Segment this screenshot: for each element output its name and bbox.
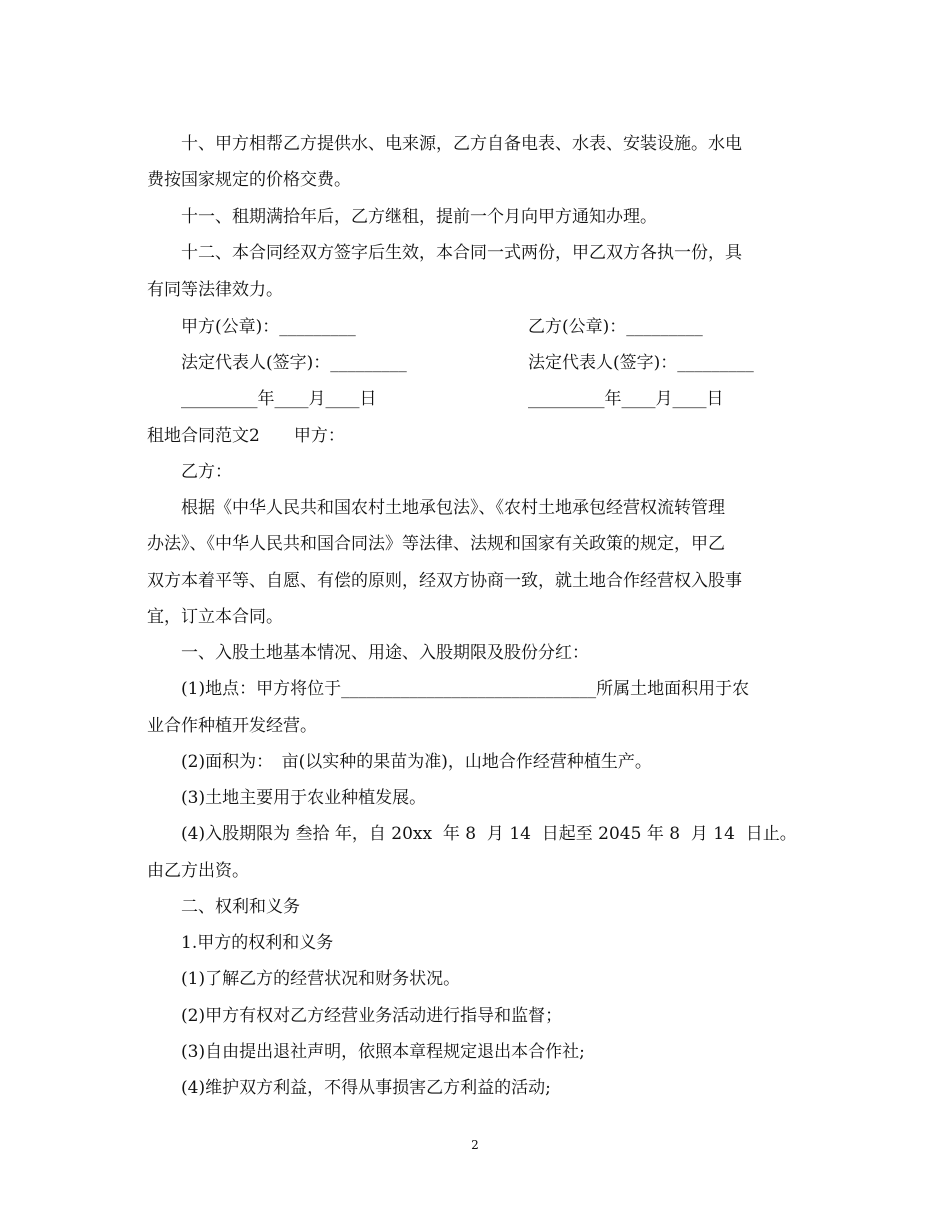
preamble-line-1: 根据《中华人民共和国农村土地承包法》、《农村土地承包经营权流转管理 [181,498,725,518]
party-a-representative: 法定代表人(签字)：_________ [181,353,407,373]
second-contract-heading: 租地合同范文2 甲方： [147,426,345,446]
item-4-line-1: (4)入股期限为 叁拾 年，自 20xx 年 8 月 14 日起至 2045 年 8 月 14 日止。 [181,824,797,844]
duty-1: (1)了解乙方的经营状况和财务状况。 [181,969,461,989]
item-1-line-1: (1)地点：甲方将位于______________________________所属土地面积用于农 [181,679,750,699]
duty-2: (2)甲方有权对乙方经营业务活动进行指导和监督； [181,1006,563,1026]
clause-11: 十一、租期满拾年后，乙方继租，提前一个月向甲方通知办理。 [181,207,657,227]
preamble-line-2: 办法》、《中华人民共和国合同法》等法律、法规和国家有关政策的规定，甲乙 [147,534,725,554]
party-b-seal: 乙方(公章)：_________ [528,317,703,337]
clause-12-line-1: 十二、本合同经双方签字后生效，本合同一式两份，甲乙双方各执一份，具 [181,243,742,263]
party-a-seal: 甲方(公章)：_________ [181,317,356,337]
item-1-line-2: 业合作种植开发经营。 [147,716,317,736]
duty-4: (4)维护双方利益，不得从事损害乙方利益的活动; [181,1078,551,1098]
party-b-representative: 法定代表人(签字)：_________ [528,353,754,373]
item-4-line-2: 由乙方出资。 [147,861,249,881]
clause-10-line-1: 十、甲方相帮乙方提供水、电来源，乙方自备电表、水表、安装设施。水电 [181,134,742,154]
item-2: (2)面积为： 亩(以实种的果苗为准)，山地合作经营种植生产。 [181,752,652,772]
section-2-title: 二、权利和义务 [181,897,300,917]
party-b-date: _________年____月____日 [528,389,724,409]
second-contract-party-b: 乙方： [181,462,232,482]
clause-12-line-2: 有同等法律效力。 [147,280,283,300]
subsection-1-title: 1.甲方的权利和义务 [181,933,334,953]
section-1-title: 一、入股土地基本情况、用途、入股期限及股份分红： [181,643,589,663]
clause-10-line-2: 费按国家规定的价格交费。 [147,170,351,190]
duty-3: (3)自由提出退社声明，依照本章程规定退出本合作社; [181,1042,585,1062]
party-a-date: _________年____月____日 [181,389,377,409]
item-3: (3)土地主要用于农业种植发展。 [181,788,427,808]
page-number: 2 [471,1138,479,1152]
preamble-line-3: 双方本着平等、自愿、有偿的原则，经双方协商一致，就土地合作经营权入股事 [147,571,742,591]
preamble-line-4: 宜，订立本合同。 [147,607,283,627]
